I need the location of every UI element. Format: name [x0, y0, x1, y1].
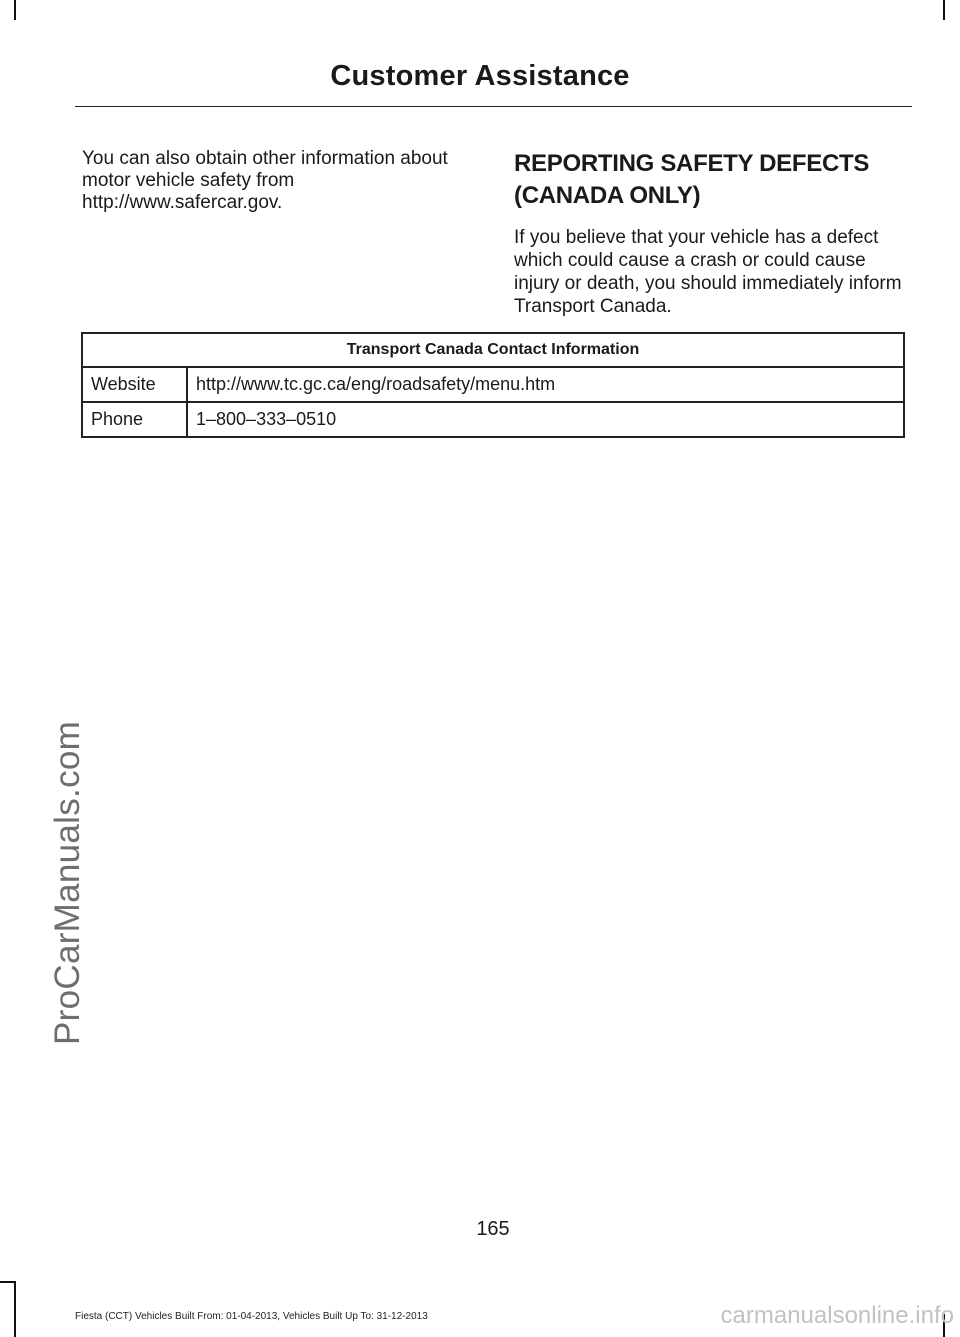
table-caption: Transport Canada Contact Information: [82, 333, 904, 367]
phone-label: Phone: [82, 402, 187, 437]
table-row: [82, 367, 904, 402]
crop-mark-bottom-left-horizontal: [0, 1281, 16, 1283]
section-heading-line-2: (CANADA ONLY): [514, 182, 701, 209]
crop-mark-top-left-vertical: [14, 0, 16, 20]
section-heading-line-1: REPORTING SAFETY DEFECTS: [514, 150, 870, 177]
website-label: Website: [82, 367, 187, 402]
side-watermark: ProCarManuals.com: [48, 720, 87, 1045]
website-value: http://www.tc.gc.ca/eng/roadsafety/menu.htm: [187, 367, 904, 402]
page-number: 165: [476, 1218, 510, 1240]
phone-value: 1–800–333–0510: [187, 402, 904, 437]
defect-reporting-paragraph: If you believe that your vehicle has a defect which could cause a crash or could cause injury or death, you should immediately inform Transport Canada.: [514, 227, 902, 317]
crop-mark-top-right-vertical: [943, 0, 945, 20]
crop-mark-bottom-left-vertical: [14, 1281, 16, 1337]
table-row: [82, 402, 904, 437]
page-title: Customer Assistance: [330, 60, 630, 92]
safercar-paragraph: You can also obtain other information about motor vehicle safety from http://www.safercar.gov.: [82, 148, 448, 213]
section-heading: [514, 148, 914, 212]
table-caption-row: [82, 333, 904, 367]
footer-vehicle-info: Fiesta (CCT) Vehicles Built From: 01-04-2013, Vehicles Built Up To: 31-12-2013: [75, 1311, 428, 1322]
contact-table: [81, 332, 905, 438]
title-divider: [75, 106, 912, 107]
footer-watermark: carmanualsonline.info: [720, 1302, 954, 1329]
